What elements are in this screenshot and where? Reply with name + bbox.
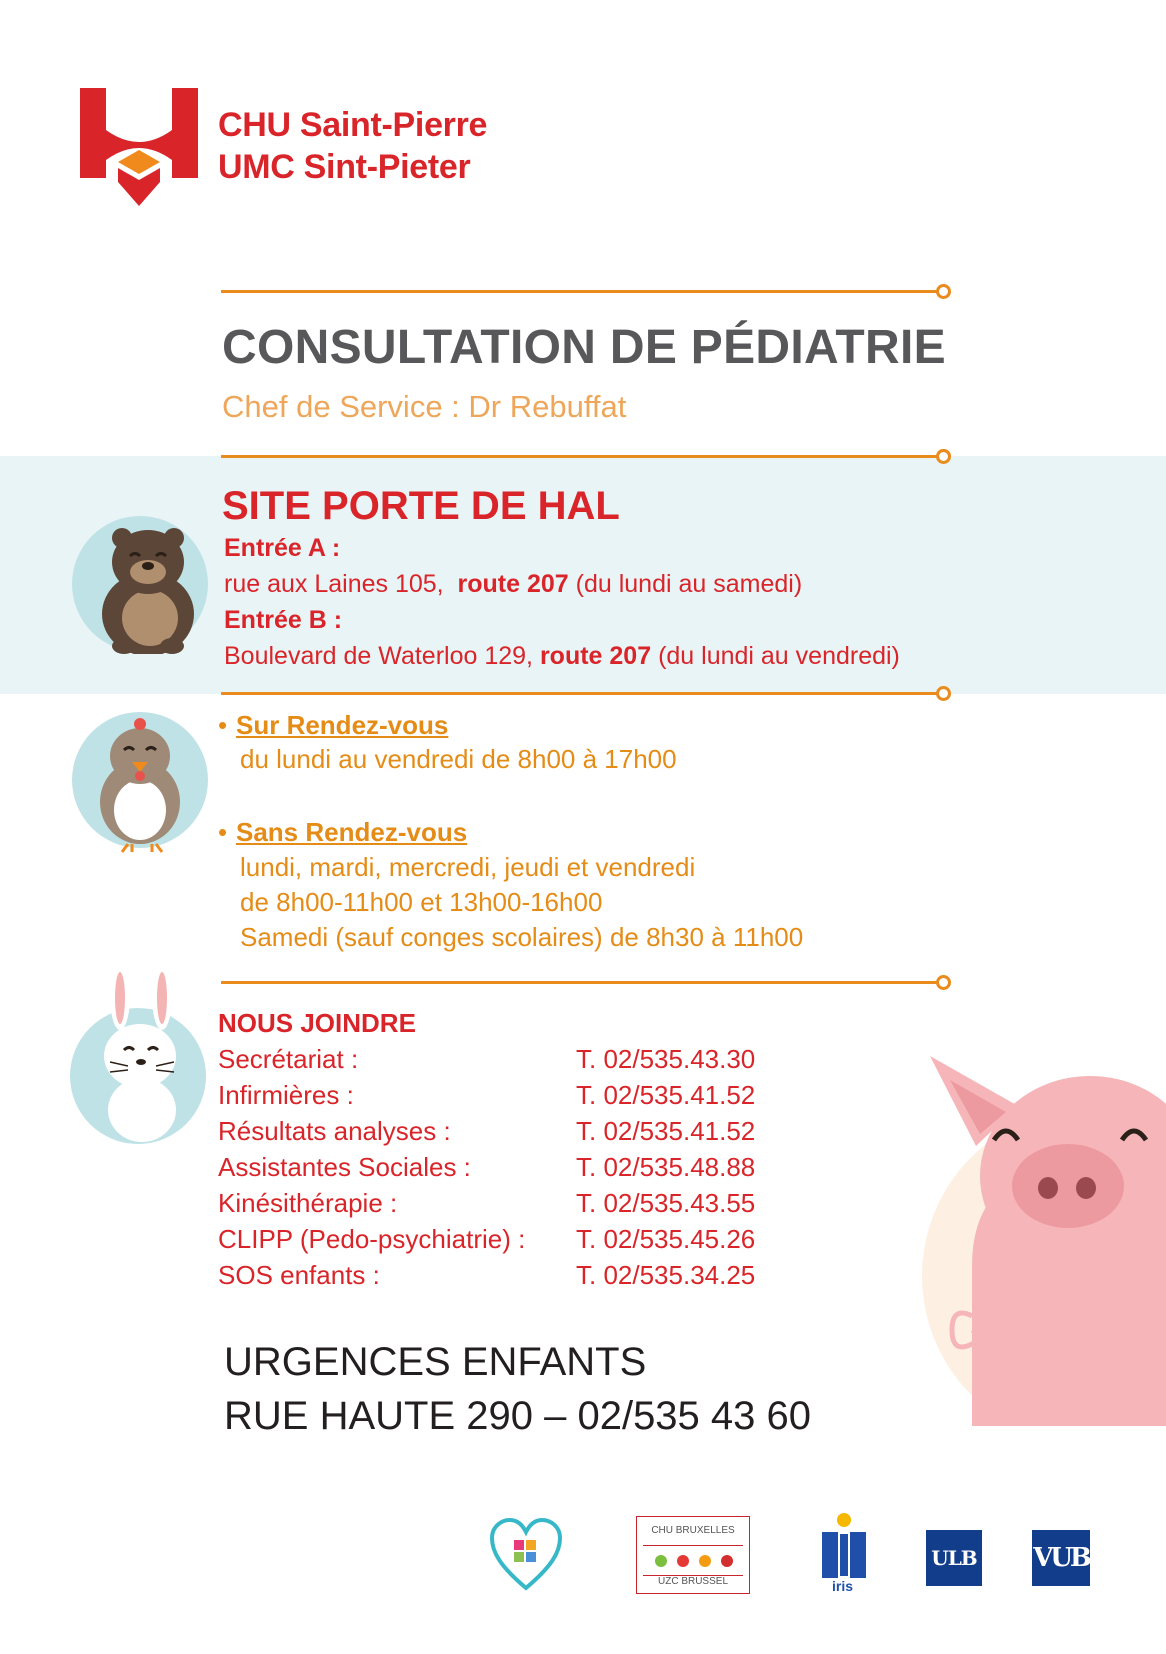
vub-logo: VUB: [1032, 1530, 1090, 1586]
chu-bruxelles-logo: CHU BRUXELLES UZC BRUSSEL: [636, 1516, 750, 1594]
walkin-label: Sans Rendez-vous: [236, 817, 468, 847]
contact-phone: T. 02/535.43.30: [576, 1044, 756, 1074]
contact-phone: T. 02/535.34.25: [576, 1260, 756, 1290]
entry-b-label: Entrée B :: [224, 606, 343, 634]
appointment-hours: du lundi au vendredi de 8h00 à 17h00: [240, 744, 677, 774]
hospital-name-fr: CHU Saint-Pierre: [218, 106, 488, 144]
bear-icon: [70, 514, 210, 654]
contact-row: [218, 1080, 818, 1116]
iris-label: iris: [832, 1578, 854, 1594]
hospital-name: [218, 104, 487, 188]
divider: [221, 692, 943, 695]
divider: [221, 981, 943, 984]
walkin-heading: • Sans Rendez-vous: [218, 817, 468, 847]
page-subtitle: Chef de Service : Dr Rebuffat: [222, 389, 627, 424]
site-title: SITE PORTE DE HAL: [222, 484, 620, 528]
emergency-address-phone: RUE HAUTE 290 – 02/535 43 60: [224, 1394, 812, 1438]
walkin-saturday: Samedi (sauf conges scolaires) de 8h30 à 11h00: [240, 922, 804, 952]
contact-phone: T. 02/535.41.52: [576, 1116, 756, 1146]
hospital-name-nl: UMC Sint-Pieter: [218, 148, 471, 186]
page-title: CONSULTATION DE PÉDIATRIE: [222, 321, 946, 374]
pig-icon: [890, 1046, 1166, 1426]
contact-row: [218, 1044, 818, 1080]
contact-label: SOS enfants :: [218, 1260, 380, 1290]
appointment-heading: • Sur Rendez-vous: [218, 710, 449, 740]
contact-label: Infirmières :: [218, 1080, 354, 1110]
contact-label: CLIPP (Pedo-psychiatrie) :: [218, 1224, 526, 1254]
contact-row: [218, 1116, 818, 1152]
contact-phone: T. 02/535.48.88: [576, 1152, 756, 1182]
entry-b-address: Boulevard de Waterloo 129, route 207 (du lundi au vendredi): [224, 642, 900, 670]
divider: [221, 290, 943, 293]
rabbit-icon: [68, 960, 208, 1146]
contact-phone: T. 02/535.41.52: [576, 1080, 756, 1110]
contact-phone: T. 02/535.45.26: [576, 1224, 756, 1254]
entry-a-label: Entrée A :: [224, 534, 341, 562]
contact-row: [218, 1224, 818, 1260]
ulb-logo: ULB: [926, 1530, 982, 1586]
contact-row: [218, 1152, 818, 1188]
chicken-icon: [70, 710, 210, 854]
emergency-title: URGENCES ENFANTS: [224, 1340, 647, 1384]
contact-label: Résultats analyses :: [218, 1116, 451, 1146]
contact-row: [218, 1188, 818, 1224]
walkin-days: lundi, mardi, mercredi, jeudi et vendredi: [240, 852, 696, 882]
appointment-label: Sur Rendez-vous: [236, 710, 449, 740]
walkin-hours: de 8h00-11h00 et 13h00-16h00: [240, 887, 603, 917]
contact-label: Assistantes Sociales :: [218, 1152, 471, 1182]
chu-logo-icon: [80, 88, 198, 208]
contact-title: NOUS JOINDRE: [218, 1008, 416, 1038]
chu-bruxelles-icons: [651, 1551, 737, 1571]
divider: [221, 455, 943, 458]
contact-label: Kinésithérapie :: [218, 1188, 398, 1218]
contact-label: Secrétariat :: [218, 1044, 359, 1074]
heart-logo-icon: [490, 1518, 562, 1592]
entry-a-address: rue aux Laines 105, route 207 (du lundi au samedi): [224, 570, 803, 598]
contact-phone: T. 02/535.43.55: [576, 1188, 756, 1218]
contact-row: [218, 1260, 818, 1296]
